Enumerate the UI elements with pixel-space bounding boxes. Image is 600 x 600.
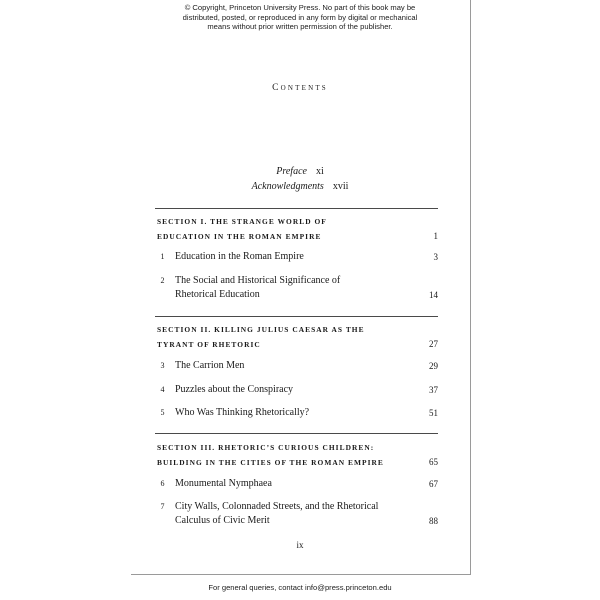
copyright-line: distributed, posted, or reproduced in any form by digital or mechanical — [182, 12, 418, 22]
chapter-title-line: The Social and Historical Significance of — [175, 275, 341, 286]
front-matter-page: xi — [315, 166, 324, 177]
front-matter-preface[interactable] — [0, 166, 600, 177]
page-folio: ix — [296, 540, 304, 550]
front-matter-page: xvii — [332, 181, 349, 192]
chapter-title-line: Rhetorical Education — [175, 289, 260, 300]
chapter-page: 51 — [429, 408, 438, 418]
section-title-line: SECTION I. THE STRANGE WORLD OF — [157, 217, 327, 226]
copyright-notice — [0, 3, 600, 32]
section-heading-3[interactable] — [157, 440, 438, 470]
chapter-page: 37 — [429, 385, 438, 395]
section-page: 65 — [429, 457, 438, 467]
chapter-number: 6 — [160, 479, 165, 488]
copyright-line: © Copyright, Princeton University Press. No part of this book may be — [184, 3, 416, 12]
section-rule — [155, 433, 438, 434]
chapter-entry-5[interactable] — [157, 406, 438, 420]
chapter-entry-1[interactable] — [157, 250, 438, 264]
chapter-number: 3 — [160, 361, 165, 370]
contents-heading: Contents — [272, 83, 328, 93]
section-rule — [155, 208, 438, 209]
chapter-entry-6[interactable] — [157, 477, 438, 491]
section-rule — [155, 316, 438, 317]
chapter-page: 14 — [429, 290, 438, 300]
chapter-title-line: The Carrion Men — [175, 360, 245, 371]
front-matter-title: Acknowledgments — [251, 181, 324, 192]
chapter-title-line: Calculus of Civic Merit — [175, 515, 270, 526]
section-heading-2[interactable] — [157, 322, 438, 352]
section-heading-1[interactable] — [157, 214, 438, 244]
chapter-title-line: City Walls, Colonnaded Streets, and the Rhetorical — [175, 501, 379, 512]
copyright-line: means without prior written permission of the publisher. — [207, 22, 393, 32]
chapter-entry-3[interactable] — [157, 359, 438, 373]
section-title-line: BUILDING IN THE CITIES OF THE ROMAN EMPIRE — [157, 458, 384, 467]
chapter-entry-4[interactable] — [157, 383, 438, 397]
chapter-number: 1 — [160, 252, 165, 261]
front-matter-acknowledgments[interactable] — [0, 181, 600, 192]
chapter-title-line: Education in the Roman Empire — [175, 251, 304, 262]
footer-contact: For general queries, contact info@press.princeton.edu — [208, 583, 392, 592]
chapter-number: 2 — [160, 276, 165, 285]
chapter-number: 7 — [160, 502, 165, 511]
section-page: 27 — [429, 339, 438, 349]
chapter-page: 67 — [429, 479, 438, 489]
chapter-title-line: Monumental Nymphaea — [175, 478, 272, 489]
chapter-page: 88 — [429, 516, 438, 526]
section-title-line: TYRANT OF RHETORIC — [157, 340, 261, 349]
chapter-page: 3 — [433, 252, 438, 262]
section-title-line: EDUCATION IN THE ROMAN EMPIRE — [157, 232, 322, 241]
front-matter-title: Preface — [276, 166, 307, 177]
chapter-entry-7[interactable] — [157, 500, 438, 528]
section-title-line: SECTION II. KILLING JULIUS CAESAR AS THE — [157, 325, 365, 334]
section-title-line: SECTION III. RHETORIC’S CURIOUS CHILDREN: — [157, 443, 375, 452]
section-page: 1 — [433, 231, 438, 241]
chapter-entry-2[interactable] — [157, 274, 438, 302]
chapter-title-line: Who Was Thinking Rhetorically? — [175, 407, 310, 418]
chapter-title-line: Puzzles about the Conspiracy — [175, 384, 294, 395]
chapter-page: 29 — [429, 361, 438, 371]
chapter-number: 4 — [160, 385, 165, 394]
chapter-number: 5 — [160, 408, 165, 417]
